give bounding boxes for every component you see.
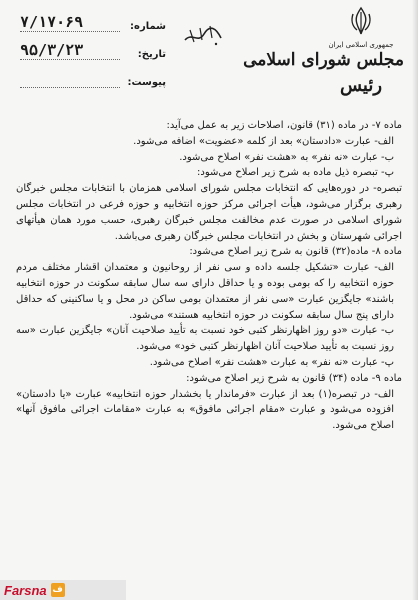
number-label: شماره: bbox=[130, 21, 166, 32]
date-row bbox=[6, 32, 166, 60]
body-line: ماده ۸- ماده(۳۲) قانون به شرح زیر اصلاح می‌شود: bbox=[189, 246, 402, 258]
body-line: پ- عبارت «نه نفر» به عبارت «هشت نفر» اصلاح می‌شود. bbox=[149, 356, 394, 368]
attachment-value bbox=[20, 87, 120, 88]
letter-body bbox=[16, 118, 402, 434]
majlis-letterhead bbox=[243, 6, 404, 96]
body-line: ماده ۷- در ماده (۳۱) قانون، اصلاحات زیر به عمل می‌آید: bbox=[166, 120, 402, 131]
letter-header-fields bbox=[6, 4, 166, 88]
date-label: تاریخ: bbox=[137, 49, 166, 60]
body-line: ب- عبارت «نه نفر» به «هشت نفر» اصلاح می‌شود. bbox=[179, 151, 394, 163]
number-value: ۷/۱۷۰۶۹ bbox=[20, 13, 120, 32]
bismillah-calligraphy-icon bbox=[182, 20, 224, 50]
role-title: رئیس bbox=[339, 75, 383, 96]
body-line: ماده ۹- ماده (۳۴) قانون به شرح زیر اصلاح می‌شود: bbox=[186, 372, 402, 384]
brand-logo-icon: ف bbox=[52, 585, 63, 595]
body-line: الف- در تبصره(۱) بعد از عبارت «فرماندار یا بخشدار حوزه انتخابیه» عبارت «یا دادستان» افزوده می‌شود و عبارت «مقام اجرائی مافوق» به عبارت «مقامات اجرائی مافوق آنها» اصلاح می‌شود. bbox=[16, 388, 394, 432]
watermark-bar bbox=[0, 580, 126, 600]
body-line: الف- عبارت «دادستان» بعد از کلمه «عضویت» اضافه می‌شود. bbox=[133, 135, 394, 147]
majlis-title: مجلس شورای اسلامی bbox=[243, 50, 404, 70]
attachment-row bbox=[6, 60, 166, 88]
number-row bbox=[6, 4, 166, 32]
page-edge-shadow bbox=[412, 0, 418, 600]
body-line: تبصره- در دوره‌هایی که انتخابات مجلس شورای اسلامی همزمان با انتخابات مجلس خبرگان رهبری برگزار می‌شود، هیأت اجرائی مرکز حوزه انتخابیه و حوزه فرعی در انتخابات مجلس شورای اسلامی در صورت عدم مخالفت مجلس خبرگان رهبری، حسب مورد همان هیأتهای اجرائی شهرستان و بخش در انتخابات مجلس خبرگان رهبری می‌باشد. bbox=[16, 183, 402, 242]
body-line: ب- عبارت «دو روز اظهارنظر کتبی خود نسبت به تأیید صلاحیت آنان» جایگزین عبارت «سه روز نسبت به تأیید صلاحیت آنان اظهارنظر کتبی خود» می‌شود. bbox=[16, 325, 394, 353]
iran-emblem-icon bbox=[347, 6, 375, 36]
brand-watermark: Farsna bbox=[4, 582, 47, 598]
republic-line: جمهوری اسلامی ایران bbox=[328, 41, 394, 49]
body-line: پ- تبصره ذیل ماده به شرح زیر اصلاح می‌شود: bbox=[197, 167, 394, 179]
body-line: الف- عبارت «تشکیل جلسه داده و سی نفر از روحانیون و معتمدان اقشار مختلف مردم حوزه انتخابیه را که بومی بوده و یا حداقل دارای سه سال سابقه سکونت در حوزه انتخابیه باشند» جایگزین عبارت «سی نفر از معتمدان بومی ساکن در محل و یا ساکنینی که حداقل دارای پنج سال سابقه سکونت در حوزه انتخابیه هستند» می‌شود. bbox=[16, 262, 394, 321]
date-value: ۹۵/۳/۲۳ bbox=[20, 41, 120, 60]
attachment-label: پیوست: bbox=[127, 77, 166, 88]
